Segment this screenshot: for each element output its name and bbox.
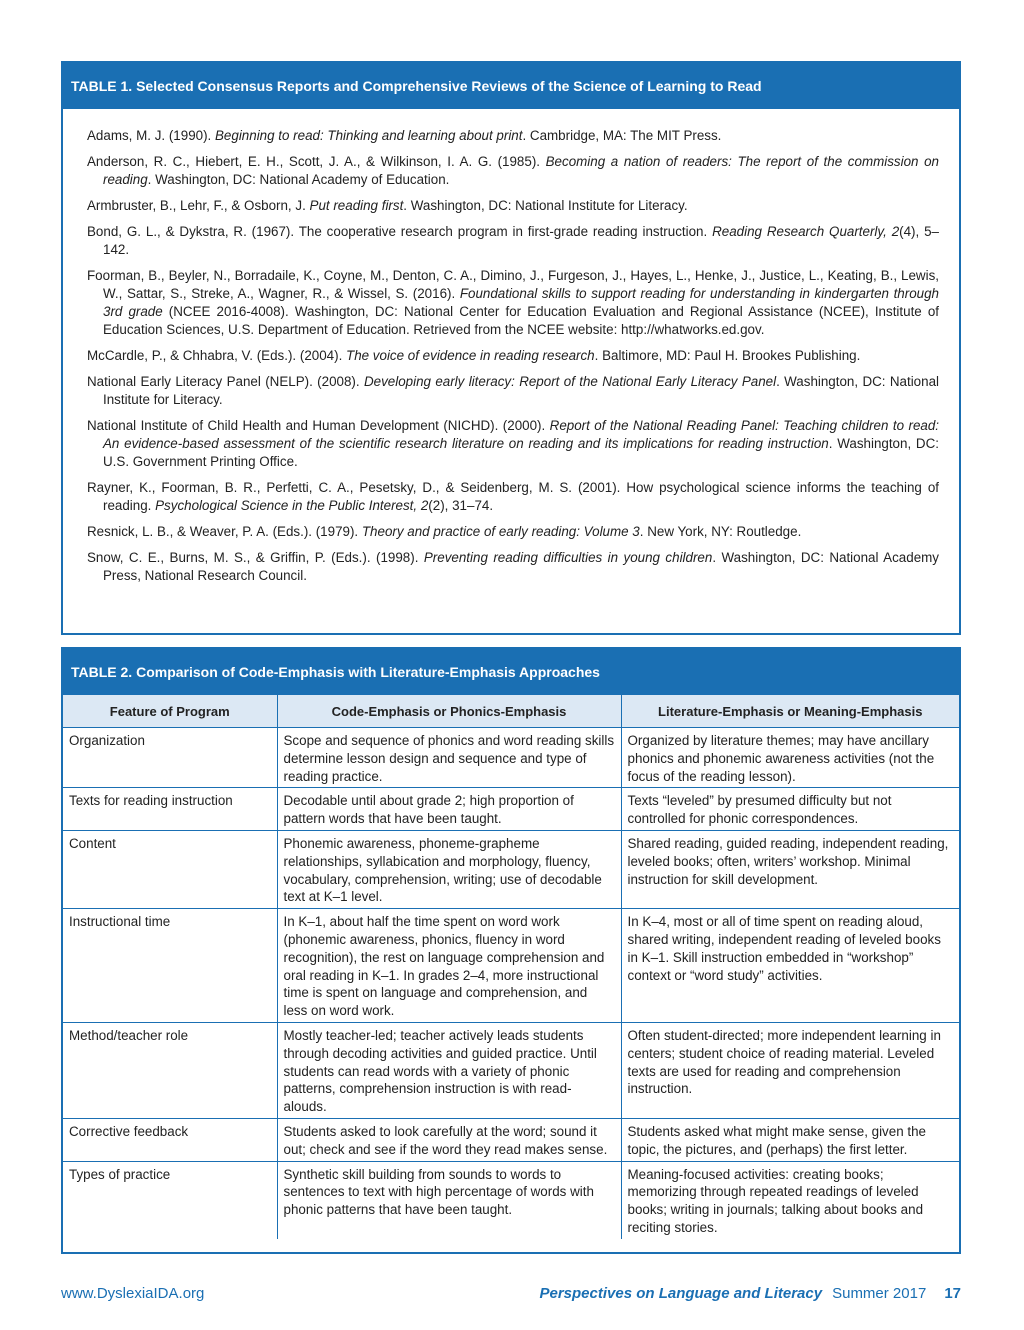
table-row <box>63 1022 959 1118</box>
literature-emphasis-cell: Shared reading, guided reading, independent reading, leveled books; often, writers’ workshop. Minimal instruction for skill development. <box>621 830 959 908</box>
table-row <box>63 1161 959 1239</box>
footer-url-link[interactable]: www.DyslexiaIDA.org <box>61 1284 205 1302</box>
reference-entry: Adams, M. J. (1990). Beginning to read: Thinking and learning about print. Cambridge, MA: The MIT Press. <box>87 128 722 143</box>
literature-emphasis-cell: Organized by literature themes; may have ancillary phonics and phonemic awareness activities (not the focus of the reading lesson). <box>621 728 959 788</box>
table-row <box>63 788 959 831</box>
literature-emphasis-cell: Students asked what might make sense, given the topic, the pictures, and (perhaps) the first letter. <box>621 1118 959 1161</box>
literature-emphasis-cell: Texts “leveled” by presumed difficulty but not controlled for phonic correspondences. <box>621 788 959 831</box>
column-header-feature: Feature of Program <box>63 695 277 728</box>
reference-entry: McCardle, P., & Chhabra, V. (Eds.). (2004). The voice of evidence in reading research. Baltimore, MD: Paul H. Brookes Publishing. <box>87 348 861 363</box>
reference-entry: Snow, C. E., Burns, M. S., & Griffin, P. (Eds.). (1998). Preventing reading difficulties in young children. Washington, DC: National Academy Press, National Research Council. <box>87 550 939 583</box>
code-emphasis-cell: Synthetic skill building from sounds to words to sentences to text with high percentage of words with phonic patterns that have been taught. <box>277 1161 621 1239</box>
code-emphasis-cell: In K–1, about half the time spent on word work (phonemic awareness, phonics, fluency in word recognition), the rest on language comprehension and oral reading in K–1. In grades 2–4, more instructional time is spent on language and comprehension, and less on word work. <box>277 909 621 1023</box>
comparison-table <box>63 695 959 1239</box>
table-1 <box>61 61 961 635</box>
table-header-row <box>63 695 959 728</box>
column-header-code-emphasis: Code-Emphasis or Phonics-Emphasis <box>277 695 621 728</box>
feature-cell: Method/teacher role <box>63 1022 277 1118</box>
reference-entry: Bond, G. L., & Dykstra, R. (1967). The cooperative research program in first-grade reading instruction. Reading Research Quarterly, 2(4), 5–142. <box>87 224 939 257</box>
feature-cell: Types of practice <box>63 1161 277 1239</box>
table-row <box>63 830 959 908</box>
reference-list <box>63 109 959 585</box>
table-2-title: TABLE 2. Comparison of Code-Emphasis with Literature-Emphasis Approaches <box>63 649 959 695</box>
code-emphasis-cell: Decodable until about grade 2; high proportion of pattern words that have been taught. <box>277 788 621 831</box>
footer-issue-date: Summer 2017 <box>832 1284 927 1302</box>
table-row <box>63 909 959 1023</box>
table-row <box>63 728 959 788</box>
reference-entry: Anderson, R. C., Hiebert, E. H., Scott, J. A., & Wilkinson, I. A. G. (1985). Becoming a nation of readers: The report of the commission on reading. Washington, DC: National Academy of Education. <box>87 154 939 187</box>
feature-cell: Instructional time <box>63 909 277 1023</box>
table-2 <box>61 647 961 1254</box>
reference-entry: Resnick, L. B., & Weaver, P. A. (Eds.). (1979). Theory and practice of early reading: Volume 3. New York, NY: Routledge. <box>87 524 802 539</box>
table-row <box>63 1118 959 1161</box>
feature-cell: Texts for reading instruction <box>63 788 277 831</box>
literature-emphasis-cell: Meaning-focused activities: creating books; memorizing through repeated readings of leveled books; writing in journals; talking about books and reciting stories. <box>621 1161 959 1239</box>
footer-journal-title: Perspectives on Language and Literacy <box>539 1284 823 1302</box>
literature-emphasis-cell: In K–4, most or all of time spent on reading aloud, shared writing, independent reading of leveled books in K–1. Skill instruction embedded in “workshop” context or “word study” activities. <box>621 909 959 1023</box>
feature-cell: Organization <box>63 728 277 788</box>
column-header-literature-emphasis: Literature-Emphasis or Meaning-Emphasis <box>621 695 959 728</box>
code-emphasis-cell: Mostly teacher-led; teacher actively leads students through decoding activities and guided practice. Until students can read words with a variety of phonic patterns, comprehension instruction is with read-alouds. <box>277 1022 621 1118</box>
reference-entry: Foorman, B., Beyler, N., Borradaile, K., Coyne, M., Denton, C. A., Dimino, J., Furgeson, J., Hayes, L., Henke, J., Justice, L., Keating, B., Lewis, W., Sattar, S., Streke, A., Wagner, R., & Wissel, S. (2016). Foundational skills to support reading for understanding in kindergarten through 3rd grade (NCEE 2016-4008). Washington, DC: National Center for Education Evaluation and Regional Assistance (NCEE), Institute of Education Sciences, U.S. Department of Education. Retrieved from the NCEE website: http://whatworks.ed.gov. <box>87 268 940 337</box>
page-footer <box>61 1282 961 1304</box>
page-number: 17 <box>944 1284 961 1302</box>
table-1-title: TABLE 1. Selected Consensus Reports and Comprehensive Reviews of the Science of Learning to Read <box>63 63 959 109</box>
code-emphasis-cell: Scope and sequence of phonics and word reading skills determine lesson design and sequence and type of reading practice. <box>277 728 621 788</box>
reference-entry: National Institute of Child Health and Human Development (NICHD). (2000). Report of the National Reading Panel: Teaching children to read: An evidence-based assessment of the scientific research literature on reading and its implications for reading instruction. Washington, DC: U.S. Government Printing Office. <box>87 418 940 469</box>
code-emphasis-cell: Phonemic awareness, phoneme-grapheme relationships, syllabication and morphology, fluency, vocabulary, comprehension, writing; use of decodable text at K–1 level. <box>277 830 621 908</box>
reference-entry: Armbruster, B., Lehr, F., & Osborn, J. Put reading first. Washington, DC: National Institute for Literacy. <box>87 198 688 213</box>
feature-cell: Corrective feedback <box>63 1118 277 1161</box>
code-emphasis-cell: Students asked to look carefully at the word; sound it out; check and see if the word they read makes sense. <box>277 1118 621 1161</box>
reference-entry: Rayner, K., Foorman, B. R., Perfetti, C. A., Pesetsky, D., & Seidenberg, M. S. (2001). How psychological science informs the teaching of reading. Psychological Science in the Public Interest, 2(2), 31–74. <box>87 480 939 513</box>
reference-entry: National Early Literacy Panel (NELP). (2008). Developing early literacy: Report of the National Early Literacy Panel. Washington, DC: National Institute for Literacy. <box>87 374 939 407</box>
feature-cell: Content <box>63 830 277 908</box>
literature-emphasis-cell: Often student-directed; more independent learning in centers; student choice of reading material. Leveled texts are used for reading and comprehension instruction. <box>621 1022 959 1118</box>
